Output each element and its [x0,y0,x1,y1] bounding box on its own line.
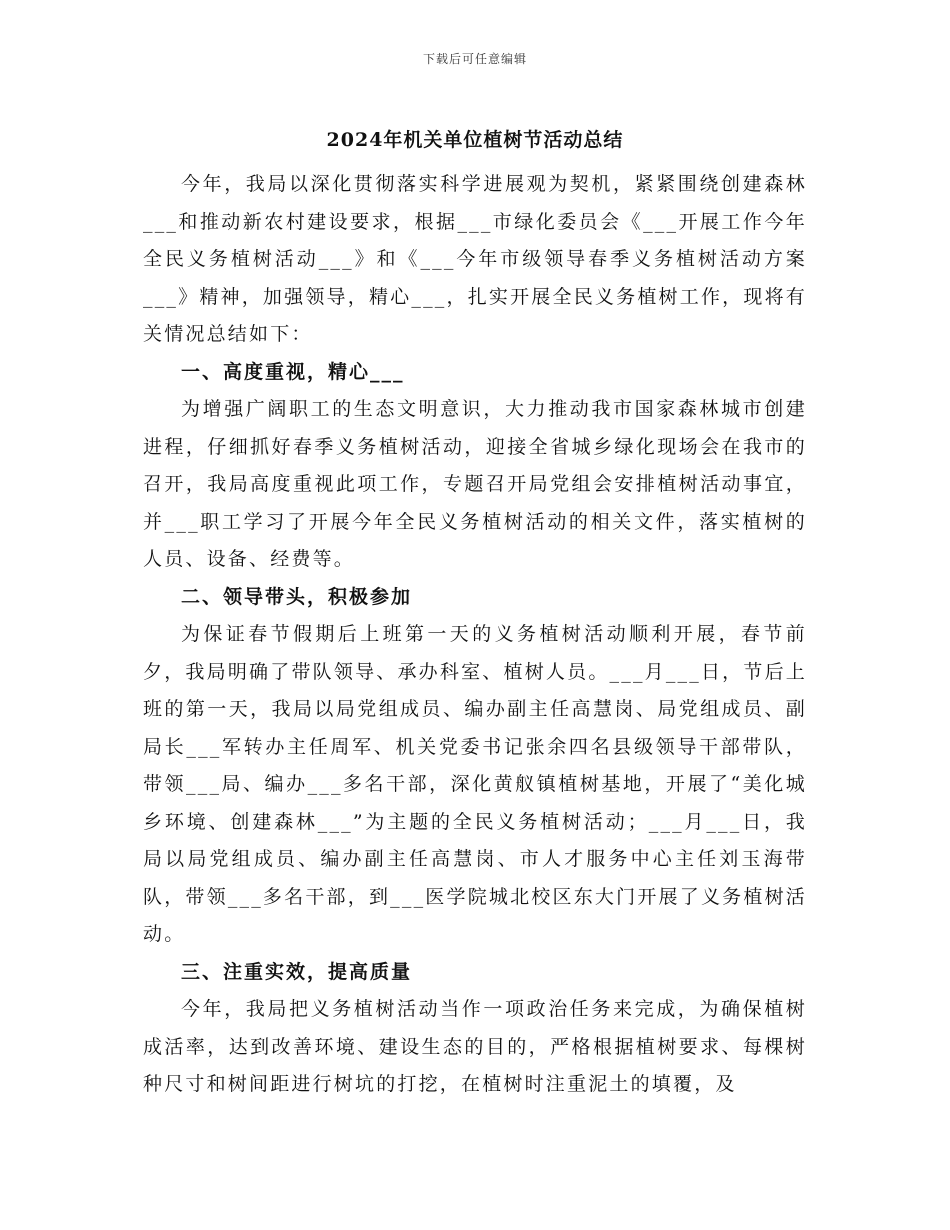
section-paragraph-1: 为增强广阔职工的生态文明意识，大力推动我市国家森林城市创建进程，仔细抓好春季义务植树活动，迎接全省城乡绿化现场会在我市的召开，我局高度重视此项工作，专题召开局党组会安排植树活动事宜，并___职工学习了开展今年全民义务植树活动的相关文件，落实植树的人员、设备、经费等。 [143,398,807,570]
intro-paragraph: 今年，我局以深化贯彻落实科学进展观为契机，紧紧围绕创建森林___和推动新农村建设要求，根据___市绿化委员会《___开展工作今年全民义务植树活动___》和《___今年市级领导春季义务植树活动方案___》精神，加强领导，精心___，扎实开展全民义务植树工作，现将有关情况总结如下： [143,173,807,345]
page-header: 下载后可任意编辑 [422,52,527,66]
section-paragraph-3: 今年，我局把义务植树活动当作一项政治任务来完成，为确保植树成活率，达到改善环境、建设生态的目的，严格根据植树要求、每棵树种尺寸和树间距进行树坑的打挖，在植树时注重泥土的填覆，及 [143,998,807,1095]
section-heading-3: 三、注重实效，提高质量 [181,960,413,983]
document-body [143,166,807,1104]
section-heading-2: 二、领导带头，积极参加 [181,585,413,608]
section-paragraph-2: 为保证春节假期后上班第一天的义务植树活动顺利开展，春节前夕，我局明确了带队领导、承办科室、植树人员。___月___日，节后上班的第一天，我局以局党组成员、编办副主任高慧岗、局党组成员、副局长___军转办主任周军、机关党委书记张余四名县级领导干部带队，带领___局、编办___多名干部，深化黄舣镇植树基地，开展了“美化城乡环境、创建森林___”为主题的全民义务植树活动；___月___日，我局以局党组成员、编办副主任高慧岗、市人才服务中心主任刘玉海带队，带领___多名干部，到___医学院城北校区东大门开展了义务植树活动。 [143,623,807,945]
section-heading-1: 一、高度重视，精心___ [181,360,405,383]
document-title: 2024年机关单位植树节活动总结 [326,129,624,151]
